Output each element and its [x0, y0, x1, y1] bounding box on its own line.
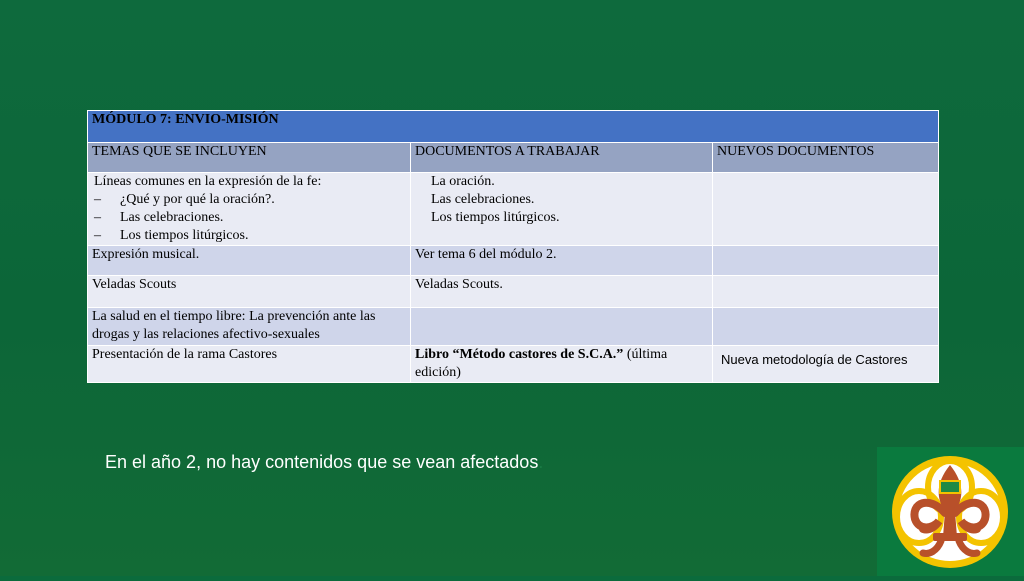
- list-item: – Los tiempos litúrgicos.: [92, 227, 406, 245]
- list-item: La oración.: [431, 174, 495, 189]
- scout-logo: [877, 447, 1024, 576]
- list-item: Los tiempos litúrgicos.: [431, 210, 560, 225]
- module-title: MÓDULO 7: ENVIO-MISIÓN: [88, 111, 939, 143]
- cell-nuevos: [713, 276, 939, 308]
- header-documentos: DOCUMENTOS A TRABAJAR: [411, 143, 713, 173]
- module-table: [87, 110, 939, 383]
- cell-nuevos: [713, 308, 939, 346]
- cell-documentos: [411, 308, 713, 346]
- temas-list: [92, 191, 406, 245]
- table-row: [88, 276, 939, 308]
- cell-temas: [88, 173, 411, 246]
- cell-documentos: [411, 346, 713, 383]
- list-item: – Las celebraciones.: [92, 209, 406, 227]
- footer-note-dot: .: [538, 452, 544, 472]
- fleur-de-lis-icon: [877, 447, 1024, 576]
- documentos-list: [415, 173, 708, 227]
- cell-temas: La salud en el tiempo libre: La prevención ante las drogas y las relaciones afectivo-sexuales: [88, 308, 411, 346]
- cell-nuevos: [713, 246, 939, 276]
- cell-documentos: [411, 173, 713, 246]
- table-title-row: [88, 111, 939, 143]
- header-nuevos: NUEVOS DOCUMENTOS: [713, 143, 939, 173]
- cell-nuevos: Nueva metodología de Castores: [713, 346, 939, 383]
- table-row: [88, 246, 939, 276]
- list-item: Las celebraciones.: [431, 192, 535, 207]
- table-row: [88, 346, 939, 383]
- cell-documentos: Ver tema 6 del módulo 2.: [411, 246, 713, 276]
- cell-temas: Presentación de la rama Castores: [88, 346, 411, 383]
- cell-nuevos: [713, 173, 939, 246]
- cell-documentos: Veladas Scouts.: [411, 276, 713, 308]
- table-row: [88, 308, 939, 346]
- book-title: Libro “Método castores de S.C.A.”: [415, 347, 624, 362]
- footer-note-text: En el año 2, no hay contenidos que se vean afectados: [105, 452, 539, 472]
- table-header-row: [88, 143, 939, 173]
- cell-temas: Expresión musical.: [88, 246, 411, 276]
- temas-intro: Líneas comunes en la expresión de la fe:: [94, 174, 322, 189]
- header-temas: TEMAS QUE SE INCLUYEN: [88, 143, 411, 173]
- footer-note: [105, 452, 543, 473]
- book-edition: (última edición): [415, 347, 668, 380]
- table-row: [88, 173, 939, 246]
- list-item: – ¿Qué y por qué la oración?.: [92, 191, 406, 209]
- cell-temas: Veladas Scouts: [88, 276, 411, 308]
